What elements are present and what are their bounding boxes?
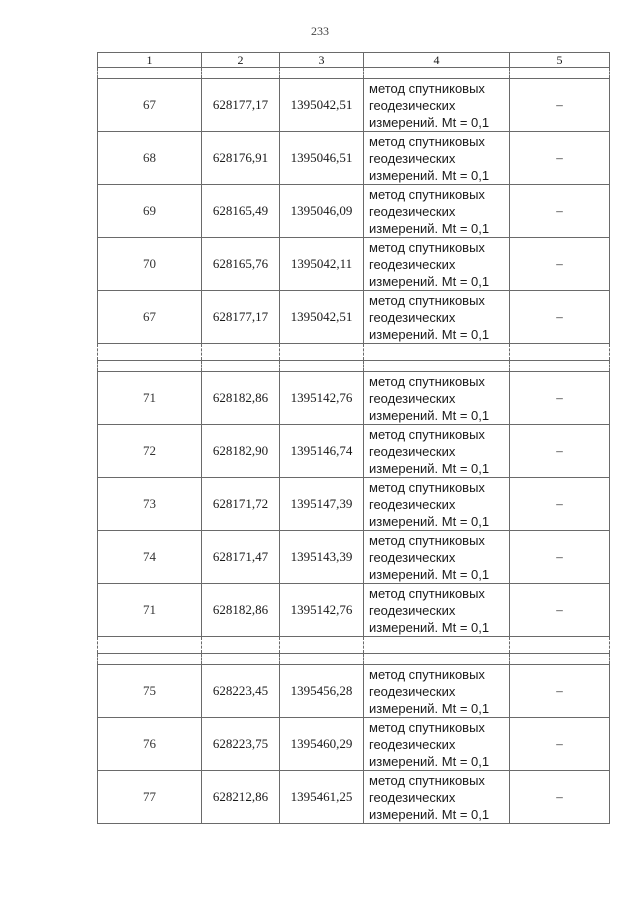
separator-cell bbox=[280, 68, 364, 79]
coordinate-y: 1395460,29 bbox=[280, 718, 364, 771]
method-line: метод спутниковых bbox=[369, 719, 485, 735]
coordinates-table bbox=[97, 52, 610, 824]
method-line: измерений. Mt = 0,1 bbox=[369, 114, 490, 130]
column-5-value: – bbox=[510, 185, 610, 238]
table-row bbox=[98, 79, 610, 132]
separator-cell bbox=[280, 637, 364, 654]
coordinate-y: 1395146,74 bbox=[280, 425, 364, 478]
separator-cell bbox=[510, 68, 610, 79]
column-5-value: – bbox=[510, 531, 610, 584]
method-line: измерений. Mt = 0,1 bbox=[369, 619, 490, 635]
separator-cell bbox=[280, 344, 364, 361]
measurement-method bbox=[364, 665, 510, 718]
method-line: метод спутниковых bbox=[369, 772, 485, 788]
coordinate-y: 1395042,51 bbox=[280, 291, 364, 344]
method-line: измерений. Mt = 0,1 bbox=[369, 513, 490, 529]
coordinate-y: 1395046,09 bbox=[280, 185, 364, 238]
separator-cell bbox=[510, 637, 610, 654]
block-separator-row bbox=[98, 68, 610, 79]
point-number: 76 bbox=[98, 718, 202, 771]
method-line: метод спутниковых bbox=[369, 239, 485, 255]
table-row bbox=[98, 531, 610, 584]
coordinate-x: 628171,72 bbox=[202, 478, 280, 531]
coordinate-y: 1395142,76 bbox=[280, 372, 364, 425]
method-line: измерений. Mt = 0,1 bbox=[369, 700, 490, 716]
separator-cell bbox=[98, 654, 202, 665]
table-row bbox=[98, 665, 610, 718]
coordinate-y: 1395456,28 bbox=[280, 665, 364, 718]
separator-cell bbox=[98, 68, 202, 79]
point-number: 74 bbox=[98, 531, 202, 584]
point-number: 68 bbox=[98, 132, 202, 185]
separator-cell bbox=[98, 344, 202, 361]
measurement-method bbox=[364, 718, 510, 771]
column-5-value: – bbox=[510, 132, 610, 185]
column-5-value: – bbox=[510, 665, 610, 718]
separator-cell bbox=[202, 637, 280, 654]
coordinate-x: 628212,86 bbox=[202, 771, 280, 824]
method-line: измерений. Mt = 0,1 bbox=[369, 753, 490, 769]
method-line: геодезических bbox=[369, 602, 456, 618]
point-number: 72 bbox=[98, 425, 202, 478]
method-line: метод спутниковых bbox=[369, 426, 485, 442]
block-separator-row bbox=[98, 361, 610, 372]
separator-cell bbox=[202, 344, 280, 361]
table-row bbox=[98, 291, 610, 344]
table-row bbox=[98, 718, 610, 771]
method-line: геодезических bbox=[369, 256, 456, 272]
column-5-value: – bbox=[510, 79, 610, 132]
coordinate-y: 1395142,76 bbox=[280, 584, 364, 637]
coordinate-x: 628182,86 bbox=[202, 584, 280, 637]
table-row bbox=[98, 771, 610, 824]
column-5-value: – bbox=[510, 372, 610, 425]
method-line: метод спутниковых bbox=[369, 186, 485, 202]
method-line: измерений. Mt = 0,1 bbox=[369, 326, 490, 342]
method-line: геодезических bbox=[369, 789, 456, 805]
coordinate-x: 628171,47 bbox=[202, 531, 280, 584]
table-row bbox=[98, 425, 610, 478]
method-line: геодезических bbox=[369, 97, 456, 113]
separator-cell bbox=[364, 68, 510, 79]
measurement-method bbox=[364, 425, 510, 478]
coordinate-x: 628165,49 bbox=[202, 185, 280, 238]
method-line: метод спутниковых bbox=[369, 292, 485, 308]
measurement-method bbox=[364, 79, 510, 132]
point-number: 67 bbox=[98, 79, 202, 132]
point-number: 77 bbox=[98, 771, 202, 824]
block-separator-row bbox=[98, 654, 610, 665]
measurement-method bbox=[364, 238, 510, 291]
separator-cell bbox=[364, 344, 510, 361]
method-line: измерений. Mt = 0,1 bbox=[369, 273, 490, 289]
separator-cell bbox=[364, 361, 510, 372]
coordinate-y: 1395143,39 bbox=[280, 531, 364, 584]
header-row bbox=[98, 53, 610, 68]
column-5-value: – bbox=[510, 425, 610, 478]
method-line: метод спутниковых bbox=[369, 479, 485, 495]
table-row bbox=[98, 372, 610, 425]
separator-cell bbox=[364, 637, 510, 654]
separator-cell bbox=[280, 361, 364, 372]
separator-cell bbox=[202, 68, 280, 79]
point-number: 67 bbox=[98, 291, 202, 344]
coordinate-x: 628223,45 bbox=[202, 665, 280, 718]
measurement-method bbox=[364, 531, 510, 584]
point-number: 71 bbox=[98, 372, 202, 425]
coordinate-y: 1395147,39 bbox=[280, 478, 364, 531]
measurement-method bbox=[364, 185, 510, 238]
coordinates-table-body bbox=[98, 53, 610, 824]
method-line: геодезических bbox=[369, 309, 456, 325]
separator-cell bbox=[364, 654, 510, 665]
point-number: 75 bbox=[98, 665, 202, 718]
method-line: геодезических bbox=[369, 736, 456, 752]
method-line: геодезических bbox=[369, 390, 456, 406]
block-separator-row bbox=[98, 344, 610, 361]
block-separator-row bbox=[98, 637, 610, 654]
table-row bbox=[98, 238, 610, 291]
point-number: 71 bbox=[98, 584, 202, 637]
table-row bbox=[98, 478, 610, 531]
method-line: метод спутниковых bbox=[369, 80, 485, 96]
page-number: 233 bbox=[311, 24, 329, 38]
coordinate-y: 1395042,11 bbox=[280, 238, 364, 291]
coordinate-x: 628177,17 bbox=[202, 291, 280, 344]
table-row bbox=[98, 132, 610, 185]
method-line: геодезических bbox=[369, 443, 456, 459]
separator-cell bbox=[510, 654, 610, 665]
method-line: измерений. Mt = 0,1 bbox=[369, 460, 490, 476]
coordinate-x: 628176,91 bbox=[202, 132, 280, 185]
separator-cell bbox=[202, 654, 280, 665]
coordinate-x: 628182,86 bbox=[202, 372, 280, 425]
measurement-method bbox=[364, 584, 510, 637]
separator-cell bbox=[98, 361, 202, 372]
coordinate-x: 628177,17 bbox=[202, 79, 280, 132]
measurement-method bbox=[364, 291, 510, 344]
separator-cell bbox=[280, 654, 364, 665]
method-line: измерений. Mt = 0,1 bbox=[369, 566, 490, 582]
method-line: метод спутниковых bbox=[369, 133, 485, 149]
column-5-value: – bbox=[510, 584, 610, 637]
coordinate-x: 628182,90 bbox=[202, 425, 280, 478]
measurement-method bbox=[364, 372, 510, 425]
point-number: 70 bbox=[98, 238, 202, 291]
table-row bbox=[98, 584, 610, 637]
column-5-value: – bbox=[510, 478, 610, 531]
header-col-3: 3 bbox=[280, 53, 364, 68]
method-line: геодезических bbox=[369, 203, 456, 219]
separator-cell bbox=[202, 361, 280, 372]
coordinate-y: 1395042,51 bbox=[280, 79, 364, 132]
method-line: геодезических bbox=[369, 549, 456, 565]
separator-cell bbox=[98, 637, 202, 654]
measurement-method bbox=[364, 132, 510, 185]
method-line: геодезических bbox=[369, 496, 456, 512]
coordinate-y: 1395461,25 bbox=[280, 771, 364, 824]
header-col-5: 5 bbox=[510, 53, 610, 68]
method-line: метод спутниковых bbox=[369, 666, 485, 682]
measurement-method bbox=[364, 478, 510, 531]
header-col-4: 4 bbox=[364, 53, 510, 68]
table-row bbox=[98, 185, 610, 238]
column-5-value: – bbox=[510, 238, 610, 291]
coordinate-y: 1395046,51 bbox=[280, 132, 364, 185]
point-number: 69 bbox=[98, 185, 202, 238]
coordinate-x: 628223,75 bbox=[202, 718, 280, 771]
separator-cell bbox=[510, 344, 610, 361]
header-col-2: 2 bbox=[202, 53, 280, 68]
method-line: геодезических bbox=[369, 683, 456, 699]
method-line: измерений. Mt = 0,1 bbox=[369, 407, 490, 423]
method-line: метод спутниковых bbox=[369, 585, 485, 601]
header-col-1: 1 bbox=[98, 53, 202, 68]
point-number: 73 bbox=[98, 478, 202, 531]
method-line: измерений. Mt = 0,1 bbox=[369, 220, 490, 236]
column-5-value: – bbox=[510, 718, 610, 771]
coordinate-x: 628165,76 bbox=[202, 238, 280, 291]
method-line: измерений. Mt = 0,1 bbox=[369, 806, 490, 822]
column-5-value: – bbox=[510, 771, 610, 824]
method-line: метод спутниковых bbox=[369, 373, 485, 389]
method-line: геодезических bbox=[369, 150, 456, 166]
column-5-value: – bbox=[510, 291, 610, 344]
method-line: измерений. Mt = 0,1 bbox=[369, 167, 490, 183]
method-line: метод спутниковых bbox=[369, 532, 485, 548]
separator-cell bbox=[510, 361, 610, 372]
measurement-method bbox=[364, 771, 510, 824]
